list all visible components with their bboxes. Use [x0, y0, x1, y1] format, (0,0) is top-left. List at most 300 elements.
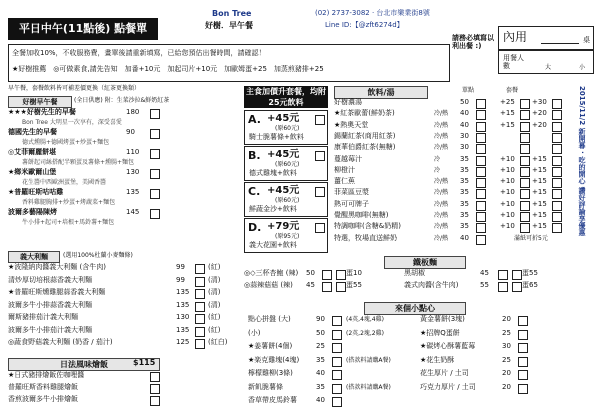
- rice-price: $115: [133, 358, 156, 367]
- snack-price: 40: [316, 369, 325, 377]
- drink-temp: 冷/熱: [434, 178, 449, 186]
- snack-note: (4英,4塊,4雞): [346, 316, 384, 323]
- drink-temp: 冷: [434, 155, 441, 163]
- item-name: ★普羅旺斯燻雞腿蒜香義大利麵: [8, 288, 106, 296]
- drink-temp: 冷/熱: [434, 200, 449, 208]
- snacks-title: 來個小點心: [364, 302, 466, 315]
- menu-item[interactable]: [8, 339, 240, 350]
- menu-item[interactable]: [8, 109, 240, 119]
- egg-price-2: 蛋65: [522, 281, 538, 289]
- drink-swap-note: 早午餐，套餐飲料皆可補差價更換（紅茶更換類）: [8, 85, 141, 92]
- menu-item[interactable]: [8, 396, 240, 407]
- order-checkbox-2[interactable]: [498, 270, 508, 280]
- set-checkbox[interactable]: [520, 122, 530, 132]
- drink-set2-price: +20: [532, 120, 547, 129]
- item-name: 波爾多牛小排蒜香義大利麵: [8, 300, 92, 309]
- item-name-2: 黑胡椒: [404, 269, 425, 277]
- item-name: ★日式豬排燴飯佐咖哩醬: [8, 371, 85, 379]
- single-checkbox[interactable]: [476, 99, 486, 109]
- snack-name: ★楽克雞塊(4塊): [248, 355, 300, 364]
- item-price: 125: [176, 338, 190, 346]
- order-checkbox-2[interactable]: [518, 357, 528, 367]
- guest-count-label: 用餐人數: [503, 54, 524, 71]
- sauce-tag: (紅): [208, 325, 221, 334]
- drink-item[interactable]: [334, 223, 570, 233]
- drink-set-price: +10: [500, 154, 515, 163]
- snack-note: (2英,2塊,2雞): [346, 329, 384, 337]
- item-name: 爾斯豬排茄汁義大利麵: [8, 313, 78, 321]
- snack-item[interactable]: [244, 343, 590, 354]
- set2-checkbox[interactable]: [552, 133, 562, 143]
- combo-option[interactable]: [244, 218, 328, 253]
- set2-checkbox[interactable]: [552, 156, 562, 166]
- order-checkbox[interactable]: [150, 396, 160, 406]
- iron-title: 鐵板麵: [384, 256, 466, 269]
- combo-desc: 德式雞塊+飲料: [249, 169, 297, 177]
- drink-name: 菲菜區豆漿: [334, 188, 369, 197]
- drink-single-price: 35: [460, 199, 469, 208]
- set2-checkbox[interactable]: [552, 122, 562, 132]
- single-checkbox[interactable]: [476, 235, 486, 245]
- order-checkbox[interactable]: [150, 189, 160, 199]
- single-checkbox[interactable]: [476, 178, 486, 188]
- combo-option[interactable]: [244, 110, 328, 145]
- set2-checkbox[interactable]: [552, 167, 562, 177]
- single-checkbox[interactable]: [476, 189, 486, 199]
- snack-price: 25: [316, 342, 325, 350]
- item-price: 135: [126, 188, 140, 196]
- snack-name-2: 花生厚片 / 土司: [420, 369, 469, 377]
- shop-name: Bon Tree: [212, 9, 252, 18]
- menu-item[interactable]: [8, 327, 240, 338]
- item-name: 薯餅起司絲搭配半顆蛋及薯條+燻腸+麵包: [22, 159, 135, 166]
- drink-item[interactable]: [334, 110, 570, 120]
- drink-single-price: 30: [460, 131, 469, 140]
- egg-checkbox-2[interactable]: [512, 282, 522, 292]
- snacks-section: [244, 302, 590, 414]
- snack-price: 40: [316, 396, 325, 404]
- combo-title: 主食加價升套餐，均附25元飲料: [246, 87, 326, 107]
- rice-title: 日法風味燴飯: [8, 358, 160, 371]
- set-checkbox[interactable]: [520, 110, 530, 120]
- drink-set-price: +25: [500, 98, 515, 106]
- brunch-title: 好樹早午餐: [8, 96, 72, 108]
- set-checkbox[interactable]: [520, 167, 530, 177]
- item-price: 50: [306, 269, 315, 277]
- notice-line-1: 全餐加收10%，不收服務費，畫單後請重新填寫，已給您預估出餐時間，請確認！: [12, 49, 266, 57]
- drink-set2-price: +15: [532, 199, 547, 208]
- drink-single-price: 35: [460, 222, 469, 231]
- item-description: [8, 220, 240, 230]
- egg-checkbox[interactable]: [336, 270, 346, 280]
- item-price-2: 55: [480, 281, 489, 289]
- drink-name: ★紅茶歐蕾(鮮奶茶): [334, 109, 395, 118]
- combo-original-price: (原95元): [275, 233, 300, 240]
- drink-set2-price: +30: [532, 98, 547, 106]
- snack-name: (小): [248, 328, 261, 337]
- single-checkbox[interactable]: [476, 223, 486, 233]
- drink-set2-price: +15: [532, 188, 547, 197]
- order-checkbox[interactable]: [195, 327, 205, 337]
- item-name: ★普羅旺斯咕咕雞: [8, 188, 64, 196]
- drink-temp: 冷/熱: [434, 144, 449, 152]
- combo-letter: A.: [248, 113, 261, 126]
- menu-item[interactable]: [244, 270, 590, 281]
- order-checkbox[interactable]: [195, 289, 205, 299]
- drink-temp: 冷/熱: [434, 132, 449, 140]
- set2-checkbox[interactable]: [552, 178, 562, 188]
- order-checkbox-2[interactable]: [498, 282, 508, 292]
- item-price-2: 45: [480, 269, 489, 277]
- snack-name-2: ★花生奶酥: [420, 355, 455, 364]
- drink-name: 薑仁蕉: [334, 177, 355, 186]
- snack-price: 90: [316, 315, 325, 323]
- drink-set-price: +10: [500, 177, 515, 186]
- drink-set-price: +15: [500, 120, 515, 129]
- item-price: 110: [126, 148, 140, 156]
- drink-item[interactable]: [334, 235, 570, 245]
- sauce-tag: (紅白): [208, 338, 228, 346]
- order-checkbox[interactable]: [332, 370, 342, 380]
- menu-item[interactable]: [8, 314, 240, 325]
- drink-set2-price: +15: [532, 222, 547, 231]
- side-banner-text: 2015/11/2 新開幕 · 吃的開心 讚好評論享優惠: [578, 86, 586, 236]
- order-checkbox[interactable]: [332, 397, 342, 407]
- combo-option[interactable]: [244, 182, 328, 217]
- order-checkbox-2[interactable]: [518, 384, 528, 394]
- drink-name: 蔓越莓汁: [334, 154, 362, 163]
- egg-price-2: 蛋55: [522, 269, 538, 277]
- single-checkbox[interactable]: [476, 201, 486, 211]
- order-checkbox[interactable]: [315, 151, 325, 161]
- shop-subtitle: 好樹．早午餐: [205, 21, 253, 30]
- drink-single-price: 35: [460, 165, 469, 174]
- set2-checkbox[interactable]: [552, 201, 562, 211]
- drink-item[interactable]: [334, 133, 570, 143]
- snack-item[interactable]: [244, 330, 590, 341]
- combo-letter: D.: [248, 221, 262, 234]
- side-banner: [574, 86, 592, 252]
- drink-single-price: 35: [460, 211, 469, 219]
- drink-set-price: +10: [500, 222, 515, 231]
- snack-price-2: 20: [502, 382, 511, 391]
- drink-name: 覺醒黑咖啡(無糖): [334, 211, 389, 219]
- size-small-label: 小: [579, 64, 586, 71]
- snack-name: 香草帶皮馬鈴薯: [248, 396, 297, 404]
- combo-original-price: (原60元): [275, 125, 300, 132]
- menu-item[interactable]: [8, 209, 240, 219]
- snack-name-2: ★招牌Q蛋餅: [420, 328, 460, 337]
- item-name: ◎艾菲爾麗餅堪: [8, 148, 57, 156]
- menu-item[interactable]: [8, 169, 240, 179]
- set2-checkbox[interactable]: [552, 144, 562, 154]
- drink-item[interactable]: [334, 178, 570, 188]
- table-unit-label: 桌: [583, 36, 590, 44]
- drink-item[interactable]: [334, 122, 570, 132]
- drink-set-price: +10: [500, 211, 515, 219]
- snack-price-2: 20: [502, 369, 511, 377]
- sauce-tag: (紅): [208, 313, 221, 321]
- drink-name: 特選，牧場直送鮮奶: [334, 233, 397, 242]
- item-name: ◎蔬食野菇義大利麵 (奶香 / 茄汁): [8, 338, 113, 346]
- drink-temp: 冷/熱: [434, 121, 449, 129]
- drink-set-price: +10: [500, 188, 515, 197]
- item-name: 清炒厚切培根蒜香義大利麵: [8, 275, 92, 284]
- single-checkbox[interactable]: [476, 156, 486, 166]
- drink-single-price: 30: [460, 143, 469, 152]
- item-name: ★★★好樹先生的早餐: [8, 108, 76, 116]
- order-checkbox[interactable]: [332, 316, 342, 326]
- item-name: 德式燻腸+德國烤蛋+炒蛋+麵包: [22, 139, 110, 146]
- notice-line-2: ★好樹推薦 ◎可做素食,請先告知 加番+10元 加起司片+10元 加歐姆蛋+25 加蒸煎豬排+25: [12, 65, 324, 73]
- drink-single-price: 40: [460, 109, 469, 118]
- egg-price: 蛋55: [346, 281, 362, 289]
- set2-checkbox[interactable]: [552, 189, 562, 199]
- order-checkbox[interactable]: [332, 343, 342, 353]
- pasta-section: [8, 251, 240, 355]
- order-checkbox[interactable]: [322, 282, 332, 292]
- order-checkbox[interactable]: [332, 357, 342, 367]
- order-checkbox[interactable]: [150, 109, 160, 119]
- brunch-note: (全日供應) 附：生菜沙拉&鮮奶紅茶: [74, 97, 170, 104]
- snack-item[interactable]: [244, 397, 590, 408]
- drink-item[interactable]: [334, 212, 570, 222]
- drink-single-price: 50: [460, 98, 469, 106]
- sauce-tag: (紅): [208, 263, 221, 271]
- combo-desc: 義大花園+飲料: [249, 241, 297, 249]
- combo-price: +79元: [267, 221, 300, 232]
- brunch-section: [8, 96, 240, 242]
- snack-price-2: 25: [502, 355, 511, 364]
- dine-in-box[interactable]: [498, 26, 594, 50]
- combo-original-price: (原60元): [275, 161, 300, 168]
- set-checkbox[interactable]: [520, 201, 530, 211]
- order-checkbox[interactable]: [195, 264, 205, 274]
- menu-item[interactable]: [244, 282, 590, 293]
- snack-price-2: 30: [502, 342, 511, 350]
- sauce-tag: (清): [208, 275, 221, 284]
- set2-checkbox[interactable]: [552, 212, 562, 222]
- set-checkbox[interactable]: [520, 99, 530, 109]
- menu-item[interactable]: [8, 149, 240, 159]
- set2-checkbox[interactable]: [552, 223, 562, 233]
- item-name: 花生醬中西歐洲蛋堡，美國香醬: [22, 179, 107, 186]
- fill-in-note: 請務必填寫以利出餐 :): [452, 34, 494, 51]
- item-price: 130: [126, 168, 140, 176]
- snack-price: 35: [316, 355, 325, 364]
- snack-note: (搭款料請購A餐): [346, 356, 391, 364]
- snack-note: (搭款料請購A餐): [346, 383, 391, 391]
- drinks-section: [334, 86, 570, 252]
- item-price: 180: [126, 108, 140, 116]
- order-checkbox-2[interactable]: [518, 316, 528, 326]
- item-name: ◎蒜辣菇菇 (辣): [244, 281, 293, 289]
- snack-item[interactable]: [244, 384, 590, 395]
- drink-item[interactable]: [334, 144, 570, 154]
- drink-set2-price: +15: [532, 154, 547, 163]
- item-name: ★波隆納肉醬義大利麵 (含牛肉): [8, 263, 106, 271]
- pasta-title: 義大利麵: [8, 251, 60, 263]
- drink-set2-price: +20: [532, 109, 547, 118]
- drink-set-price: +10: [500, 199, 515, 208]
- drink-name: 好樹濃湯: [334, 98, 362, 106]
- combo-option[interactable]: [244, 146, 328, 181]
- drink-name: 錫蘭紅茶(商用紅茶): [334, 131, 396, 140]
- shop-phone-address: (02) 2737-3082 · 台北市樂業街8號: [315, 9, 430, 17]
- single-checkbox[interactable]: [476, 167, 486, 177]
- guest-count-box[interactable]: [498, 50, 594, 74]
- order-checkbox[interactable]: [332, 384, 342, 394]
- snack-price: 50: [316, 328, 325, 337]
- drink-item[interactable]: [334, 167, 570, 177]
- item-name: 普羅旺斯香料雞腿燴飯: [8, 383, 78, 391]
- drink-name: 特調咖啡(含糖&奶精): [334, 222, 401, 231]
- order-checkbox[interactable]: [315, 223, 325, 233]
- drink-temp: 冷/熱: [434, 234, 449, 242]
- combo-original-price: (原60元): [275, 197, 300, 204]
- menu-item[interactable]: [8, 384, 240, 395]
- order-checkbox[interactable]: [150, 169, 160, 179]
- order-checkbox-2[interactable]: [518, 343, 528, 353]
- single-checkbox[interactable]: [476, 110, 486, 120]
- drink-item[interactable]: [334, 189, 570, 199]
- pasta-note: (選用100%杜蘭小麥麵條): [63, 252, 133, 259]
- drink-single-price: 40: [460, 120, 469, 129]
- drink-set2-price: +15: [532, 177, 547, 186]
- item-price: 99: [176, 275, 185, 284]
- single-checkbox[interactable]: [476, 144, 486, 154]
- drink-single-price: 35: [460, 154, 469, 163]
- set2-checkbox[interactable]: [552, 99, 562, 109]
- order-checkbox[interactable]: [195, 302, 205, 312]
- item-price: 99: [176, 263, 185, 271]
- drink-item[interactable]: [334, 99, 570, 109]
- dine-in-label: 內用: [503, 30, 528, 44]
- set-checkbox[interactable]: [520, 156, 530, 166]
- order-checkbox[interactable]: [150, 209, 160, 219]
- drink-set2-price: +15: [532, 165, 547, 174]
- menu-item[interactable]: [8, 302, 240, 313]
- snack-price: 35: [316, 382, 325, 391]
- snack-item[interactable]: [244, 370, 590, 381]
- snack-name: 檸檬雞柳(3條): [248, 369, 293, 377]
- drink-temp: 冷/熱: [434, 189, 449, 197]
- drink-set-price: +10: [500, 165, 515, 174]
- snack-name-2: 黃金薯餅(3塊): [420, 315, 465, 323]
- snack-item[interactable]: [244, 316, 590, 327]
- shop-line-id: Line ID:【@zft6274d】: [325, 21, 404, 29]
- snack-name-2: ★碳烤心酥薯藍莓: [420, 342, 476, 350]
- sauce-tag: (清): [208, 300, 221, 309]
- drink-single-price: 35: [460, 188, 469, 197]
- menu-item[interactable]: [8, 289, 240, 300]
- menu-item[interactable]: [8, 264, 240, 275]
- order-form-title: 平日中午(11點後) 點餐單: [8, 18, 158, 40]
- item-name: 香煎波爾多牛小排燴飯: [8, 395, 78, 403]
- drink-item[interactable]: [334, 201, 570, 211]
- drink-temp: 冷/熱: [434, 212, 449, 219]
- single-checkbox[interactable]: [476, 122, 486, 132]
- size-big-label: 大: [545, 64, 552, 71]
- order-checkbox[interactable]: [195, 314, 205, 324]
- single-checkbox[interactable]: [476, 133, 486, 143]
- single-checkbox[interactable]: [476, 212, 486, 222]
- order-checkbox[interactable]: [150, 149, 160, 159]
- egg-checkbox[interactable]: [336, 282, 346, 292]
- item-name: 波爾多藝陽陳烤: [8, 208, 57, 216]
- order-checkbox[interactable]: [315, 187, 325, 197]
- combo-letter: B.: [248, 149, 261, 162]
- snack-price-2: 20: [502, 315, 511, 323]
- order-checkbox[interactable]: [150, 129, 160, 139]
- menu-item[interactable]: [8, 189, 240, 199]
- menu-item[interactable]: [8, 372, 240, 383]
- order-checkbox[interactable]: [150, 384, 160, 394]
- iron-section: [244, 256, 590, 296]
- drink-name: 熱可可牌子: [334, 199, 369, 208]
- set2-checkbox[interactable]: [552, 110, 562, 120]
- item-price: 135: [176, 288, 190, 296]
- order-checkbox[interactable]: [322, 270, 332, 280]
- order-checkbox[interactable]: [195, 339, 205, 349]
- order-checkbox[interactable]: [195, 277, 205, 287]
- item-price: 45: [306, 281, 315, 289]
- combo-price: +45元: [267, 185, 300, 196]
- table-number-line[interactable]: [541, 43, 579, 44]
- menu-item[interactable]: [8, 277, 240, 288]
- set-checkbox[interactable]: [520, 223, 530, 233]
- egg-checkbox-2[interactable]: [512, 270, 522, 280]
- rice-section: [8, 358, 240, 414]
- snack-name: 點心拼盤 (大): [248, 315, 291, 323]
- drink-item[interactable]: [334, 156, 570, 166]
- item-name: 香料雞腿胸排+炒蛋+烤蔬菜+麵包: [22, 199, 116, 206]
- drink-note: 滿紙可折5元: [514, 234, 548, 242]
- combo-desc: 鮮蔬金沙+飲料: [249, 205, 297, 213]
- item-name: ★鄉米歐爾山堡: [8, 168, 57, 176]
- item-name: ◎◇三杯杏鮑 (辣): [244, 269, 299, 277]
- combo-desc: 騎士脆薯條+飲料: [249, 133, 304, 141]
- order-checkbox[interactable]: [332, 330, 342, 340]
- drink-name: 康華伯爵紅茶(無糖): [334, 143, 396, 152]
- snack-name: 新飢脆薯條: [248, 382, 283, 391]
- item-name: 牛小排+起司+培根+馬鈴薯+麵包: [22, 219, 115, 226]
- set-checkbox[interactable]: [520, 178, 530, 188]
- menu-item[interactable]: [8, 129, 240, 139]
- notice-box: [8, 44, 450, 82]
- drink-temp: 冷: [434, 166, 441, 174]
- set-checkbox[interactable]: [520, 189, 530, 199]
- order-checkbox-2[interactable]: [518, 370, 528, 380]
- set-checkbox[interactable]: [520, 144, 530, 154]
- order-checkbox[interactable]: [150, 372, 160, 382]
- set-checkbox[interactable]: [520, 133, 530, 143]
- item-price: 145: [126, 208, 140, 216]
- order-checkbox-2[interactable]: [518, 330, 528, 340]
- snack-item[interactable]: [244, 357, 590, 368]
- combo-price: +45元: [267, 149, 300, 160]
- drinks-col-set: 套餐: [506, 87, 519, 94]
- snack-price-2: 25: [502, 328, 511, 337]
- drink-single-price: 40: [460, 233, 469, 242]
- set-checkbox[interactable]: [520, 212, 530, 222]
- item-name: 波爾多牛小排茄汁義大利麵: [8, 325, 92, 334]
- drink-set-price: +15: [500, 109, 515, 118]
- item-name-2: 義式肉醬(含牛肉): [404, 281, 459, 289]
- item-name: 德國先生的早餐: [8, 128, 57, 136]
- order-checkbox[interactable]: [315, 115, 325, 125]
- drinks-col-single: 單點: [462, 87, 475, 94]
